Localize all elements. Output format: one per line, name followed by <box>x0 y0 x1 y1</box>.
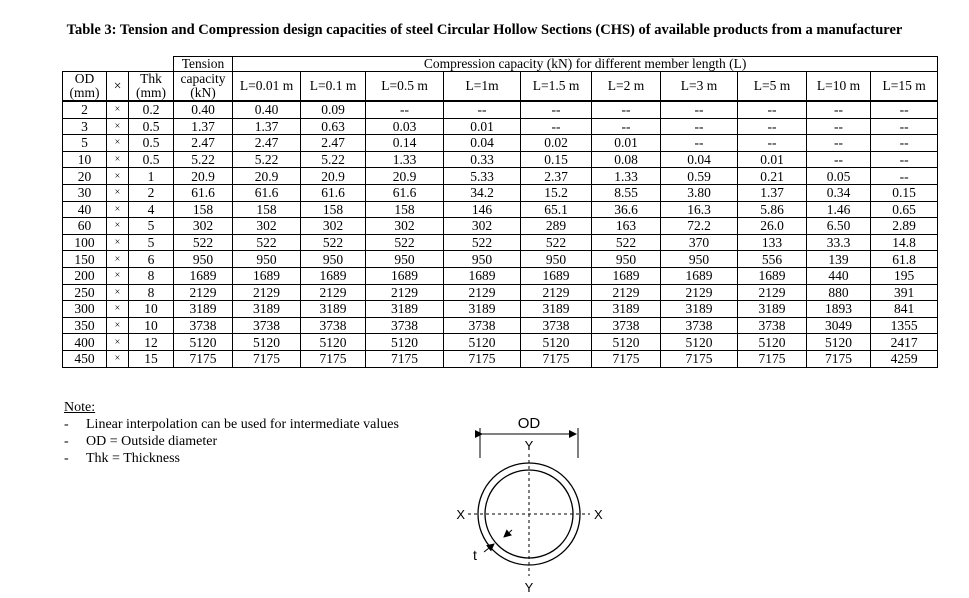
compression-cell: -- <box>661 135 738 152</box>
compression-cell: 2129 <box>301 284 366 301</box>
od-cell: 200 <box>63 267 107 284</box>
od-cell: 100 <box>63 234 107 251</box>
header-compression: Compression capacity (kN) for different member length (L) <box>233 57 938 72</box>
compression-cell: 1689 <box>521 267 592 284</box>
compression-cell: 2.89 <box>871 218 938 235</box>
compression-cell: 61.8 <box>871 251 938 268</box>
times-cell: × <box>107 151 129 168</box>
times-cell: × <box>107 301 129 318</box>
compression-cell: 841 <box>871 301 938 318</box>
compression-cell: 3189 <box>444 301 521 318</box>
thickness-arrow-inner <box>504 530 512 537</box>
compression-cell: 391 <box>871 284 938 301</box>
compression-cell: 14.8 <box>871 234 938 251</box>
od-cell: 250 <box>63 284 107 301</box>
compression-cell: 950 <box>661 251 738 268</box>
compression-cell: -- <box>592 118 661 135</box>
compression-cell: 5120 <box>366 334 444 351</box>
compression-cell: 3.80 <box>661 184 738 201</box>
compression-cell: 3738 <box>366 317 444 334</box>
times-cell: × <box>107 267 129 284</box>
compression-cell: 950 <box>233 251 301 268</box>
times-cell: × <box>107 201 129 218</box>
compression-cell: 163 <box>592 218 661 235</box>
compression-cell: 0.15 <box>521 151 592 168</box>
compression-cell: -- <box>807 151 871 168</box>
tension-cell: 61.6 <box>174 184 233 201</box>
compression-cell: 1689 <box>301 267 366 284</box>
thickness-label: t <box>473 547 477 563</box>
compression-cell: -- <box>871 101 938 118</box>
header-thk: Thk (mm) <box>129 72 174 102</box>
compression-cell: 65.1 <box>521 201 592 218</box>
thk-cell: 4 <box>129 201 174 218</box>
compression-cell: 16.3 <box>661 201 738 218</box>
compression-cell: -- <box>661 101 738 118</box>
header-length: L=0.5 m <box>366 72 444 102</box>
compression-cell: 5.86 <box>738 201 807 218</box>
thk-cell: 8 <box>129 267 174 284</box>
compression-cell: 15.2 <box>521 184 592 201</box>
tension-cell: 2.47 <box>174 135 233 152</box>
compression-cell: 133 <box>738 234 807 251</box>
compression-cell: 2129 <box>738 284 807 301</box>
compression-cell: 33.3 <box>807 234 871 251</box>
compression-cell: -- <box>521 118 592 135</box>
thk-cell: 15 <box>129 350 174 367</box>
header-length: L=5 m <box>738 72 807 102</box>
compression-cell: 1689 <box>444 267 521 284</box>
compression-cell: 1355 <box>871 317 938 334</box>
header-tension-capacity: capacity (kN) <box>174 72 233 102</box>
tension-cell: 7175 <box>174 350 233 367</box>
compression-cell: 522 <box>301 234 366 251</box>
tension-cell: 0.40 <box>174 101 233 118</box>
od-cell: 30 <box>63 184 107 201</box>
compression-cell: 3189 <box>661 301 738 318</box>
note-item: - Linear interpolation can be used for intermediate values <box>64 416 399 433</box>
compression-cell: -- <box>592 101 661 118</box>
compression-cell: 302 <box>444 218 521 235</box>
compression-cell: 522 <box>233 234 301 251</box>
compression-cell: 61.6 <box>366 184 444 201</box>
compression-cell: 3189 <box>366 301 444 318</box>
x-axis-label-right: X <box>594 507 603 522</box>
compression-cell: -- <box>738 101 807 118</box>
compression-cell: -- <box>521 101 592 118</box>
compression-cell: 20.9 <box>366 168 444 185</box>
compression-cell: -- <box>871 135 938 152</box>
header-blank <box>63 57 174 72</box>
compression-cell: 3738 <box>521 317 592 334</box>
compression-cell: 158 <box>366 201 444 218</box>
compression-cell: -- <box>444 101 521 118</box>
compression-cell: 522 <box>444 234 521 251</box>
times-cell: × <box>107 334 129 351</box>
compression-cell: 1689 <box>738 267 807 284</box>
compression-cell: 7175 <box>233 350 301 367</box>
times-cell: × <box>107 184 129 201</box>
od-cell: 450 <box>63 350 107 367</box>
compression-cell: 7175 <box>592 350 661 367</box>
thk-cell: 2 <box>129 184 174 201</box>
compression-cell: 1.37 <box>738 184 807 201</box>
thk-cell: 12 <box>129 334 174 351</box>
compression-cell: 522 <box>366 234 444 251</box>
compression-cell: 72.2 <box>661 218 738 235</box>
compression-cell: 3738 <box>301 317 366 334</box>
times-cell: × <box>107 135 129 152</box>
compression-cell: 20.9 <box>233 168 301 185</box>
compression-cell: -- <box>661 118 738 135</box>
times-cell: × <box>107 317 129 334</box>
times-cell: × <box>107 101 129 118</box>
compression-cell: 7175 <box>807 350 871 367</box>
compression-cell: 1.33 <box>366 151 444 168</box>
od-cell: 10 <box>63 151 107 168</box>
note-item: - OD = Outside diameter <box>64 433 399 450</box>
table-row <box>63 301 938 318</box>
tension-cell: 3189 <box>174 301 233 318</box>
tension-cell: 2129 <box>174 284 233 301</box>
compression-cell: 5.33 <box>444 168 521 185</box>
times-cell: × <box>107 251 129 268</box>
compression-cell: 7175 <box>301 350 366 367</box>
compression-cell: 0.15 <box>871 184 938 201</box>
compression-cell: 0.34 <box>807 184 871 201</box>
compression-cell: 0.01 <box>444 118 521 135</box>
compression-cell: 139 <box>807 251 871 268</box>
compression-cell: 3738 <box>661 317 738 334</box>
thk-cell: 8 <box>129 284 174 301</box>
note-item: - Thk = Thickness <box>64 450 399 467</box>
od-cell: 400 <box>63 334 107 351</box>
compression-cell: 2129 <box>592 284 661 301</box>
times-cell: × <box>107 118 129 135</box>
compression-cell: 0.63 <box>301 118 366 135</box>
compression-cell: 1.46 <box>807 201 871 218</box>
table-row <box>63 267 938 284</box>
compression-cell: 0.40 <box>233 101 301 118</box>
compression-cell: 0.65 <box>871 201 938 218</box>
header-length: L=3 m <box>661 72 738 102</box>
compression-cell: -- <box>871 151 938 168</box>
table-row <box>63 184 938 201</box>
od-cell: 2 <box>63 101 107 118</box>
compression-cell: 3738 <box>444 317 521 334</box>
compression-cell: 4259 <box>871 350 938 367</box>
compression-cell: 0.03 <box>366 118 444 135</box>
compression-cell: 3189 <box>738 301 807 318</box>
table-row <box>63 118 938 135</box>
times-cell: × <box>107 284 129 301</box>
notes-title: Note: <box>64 400 96 415</box>
compression-cell: 950 <box>444 251 521 268</box>
compression-cell: 5120 <box>738 334 807 351</box>
compression-cell: 61.6 <box>233 184 301 201</box>
table-row <box>63 284 938 301</box>
compression-cell: 0.21 <box>738 168 807 185</box>
header-od: OD (mm) <box>63 72 107 102</box>
compression-cell: 3189 <box>521 301 592 318</box>
compression-cell: 880 <box>807 284 871 301</box>
table-row <box>63 168 938 185</box>
thk-cell: 0.5 <box>129 135 174 152</box>
thk-cell: 0.5 <box>129 151 174 168</box>
tension-cell: 3738 <box>174 317 233 334</box>
compression-cell: 302 <box>301 218 366 235</box>
thk-cell: 5 <box>129 218 174 235</box>
compression-cell: -- <box>807 101 871 118</box>
chs-section-diagram <box>450 410 630 596</box>
tension-cell: 5.22 <box>174 151 233 168</box>
times-cell: × <box>107 218 129 235</box>
table-row <box>63 101 938 118</box>
compression-cell: 36.6 <box>592 201 661 218</box>
compression-cell: 0.14 <box>366 135 444 152</box>
table-row <box>63 201 938 218</box>
header-length: L=1m <box>444 72 521 102</box>
compression-cell: 146 <box>444 201 521 218</box>
compression-cell: 522 <box>521 234 592 251</box>
compression-cell: 34.2 <box>444 184 521 201</box>
table-row <box>63 317 938 334</box>
capacity-table <box>62 56 938 368</box>
times-cell: × <box>107 234 129 251</box>
compression-cell: 26.0 <box>738 218 807 235</box>
tension-cell: 1689 <box>174 267 233 284</box>
compression-cell: 3189 <box>233 301 301 318</box>
compression-cell: 2.47 <box>233 135 301 152</box>
y-axis-label-top: Y <box>524 438 534 453</box>
y-axis-label-bottom: Y <box>524 580 534 595</box>
compression-cell: 950 <box>366 251 444 268</box>
compression-cell: 8.55 <box>592 184 661 201</box>
compression-cell: 0.09 <box>301 101 366 118</box>
compression-cell: 1689 <box>661 267 738 284</box>
compression-cell: 3049 <box>807 317 871 334</box>
header-length: L=2 m <box>592 72 661 102</box>
tension-cell: 950 <box>174 251 233 268</box>
compression-cell: 950 <box>521 251 592 268</box>
compression-cell: 440 <box>807 267 871 284</box>
compression-cell: 5120 <box>807 334 871 351</box>
thk-cell: 10 <box>129 301 174 318</box>
od-cell: 20 <box>63 168 107 185</box>
thk-cell: 0.5 <box>129 118 174 135</box>
compression-cell: 7175 <box>521 350 592 367</box>
tension-cell: 302 <box>174 218 233 235</box>
compression-cell: 0.04 <box>444 135 521 152</box>
compression-cell: 7175 <box>366 350 444 367</box>
table-row <box>63 135 938 152</box>
compression-cell: 2129 <box>661 284 738 301</box>
notes <box>64 399 399 467</box>
compression-cell: 2129 <box>366 284 444 301</box>
compression-cell: 0.01 <box>738 151 807 168</box>
table-row <box>63 234 938 251</box>
compression-cell: 0.05 <box>807 168 871 185</box>
compression-cell: 1689 <box>366 267 444 284</box>
compression-cell: 158 <box>301 201 366 218</box>
compression-cell: -- <box>871 118 938 135</box>
compression-cell: 5.22 <box>233 151 301 168</box>
compression-cell: 2129 <box>521 284 592 301</box>
header-tension: Tension <box>174 57 233 72</box>
compression-cell: 1689 <box>233 267 301 284</box>
table-body <box>63 101 938 367</box>
od-label: OD <box>517 415 541 432</box>
compression-cell: 2417 <box>871 334 938 351</box>
tension-cell: 20.9 <box>174 168 233 185</box>
compression-cell: 0.02 <box>521 135 592 152</box>
header-length: L=1.5 m <box>521 72 592 102</box>
compression-cell: 370 <box>661 234 738 251</box>
od-cell: 300 <box>63 301 107 318</box>
times-cell: × <box>107 168 129 185</box>
compression-cell: 7175 <box>661 350 738 367</box>
compression-cell: 522 <box>592 234 661 251</box>
header-times: × <box>107 72 129 102</box>
table-row <box>63 218 938 235</box>
compression-cell: 556 <box>738 251 807 268</box>
compression-cell: 158 <box>233 201 301 218</box>
compression-cell: -- <box>807 118 871 135</box>
compression-cell: 7175 <box>444 350 521 367</box>
compression-cell: 3189 <box>301 301 366 318</box>
compression-cell: 3738 <box>592 317 661 334</box>
compression-cell: 302 <box>366 218 444 235</box>
header-length: L=0.1 m <box>301 72 366 102</box>
compression-cell: 0.33 <box>444 151 521 168</box>
notes-list <box>64 416 399 467</box>
compression-cell: 289 <box>521 218 592 235</box>
od-cell: 150 <box>63 251 107 268</box>
compression-cell: 2.37 <box>521 168 592 185</box>
header-length: L=10 m <box>807 72 871 102</box>
thk-cell: 5 <box>129 234 174 251</box>
tension-cell: 522 <box>174 234 233 251</box>
compression-cell: -- <box>807 135 871 152</box>
table-row <box>63 334 938 351</box>
compression-cell: 2.47 <box>301 135 366 152</box>
compression-cell: 5120 <box>233 334 301 351</box>
compression-cell: 0.08 <box>592 151 661 168</box>
compression-cell: 5120 <box>661 334 738 351</box>
compression-cell: 950 <box>301 251 366 268</box>
table-row <box>63 350 938 367</box>
compression-cell: 5120 <box>301 334 366 351</box>
od-cell: 3 <box>63 118 107 135</box>
thk-cell: 10 <box>129 317 174 334</box>
times-cell: × <box>107 350 129 367</box>
compression-cell: 195 <box>871 267 938 284</box>
compression-cell: -- <box>738 135 807 152</box>
compression-cell: 2129 <box>233 284 301 301</box>
thk-cell: 1 <box>129 168 174 185</box>
compression-cell: 7175 <box>738 350 807 367</box>
header-length: L=15 m <box>871 72 938 102</box>
header-length: L=0.01 m <box>233 72 301 102</box>
compression-cell: -- <box>366 101 444 118</box>
thk-cell: 0.2 <box>129 101 174 118</box>
compression-cell: 2129 <box>444 284 521 301</box>
compression-cell: 5120 <box>444 334 521 351</box>
compression-cell: 1.37 <box>233 118 301 135</box>
compression-cell: 3738 <box>738 317 807 334</box>
tension-cell: 1.37 <box>174 118 233 135</box>
od-cell: 40 <box>63 201 107 218</box>
compression-cell: 3738 <box>233 317 301 334</box>
thk-cell: 6 <box>129 251 174 268</box>
table-row <box>63 151 938 168</box>
compression-cell: -- <box>738 118 807 135</box>
compression-cell: 0.04 <box>661 151 738 168</box>
compression-cell: -- <box>871 168 938 185</box>
compression-cell: 5120 <box>592 334 661 351</box>
compression-cell: 5.22 <box>301 151 366 168</box>
od-cell: 350 <box>63 317 107 334</box>
compression-cell: 302 <box>233 218 301 235</box>
compression-cell: 0.59 <box>661 168 738 185</box>
tension-cell: 158 <box>174 201 233 218</box>
x-axis-label-left: X <box>456 507 465 522</box>
od-cell: 60 <box>63 218 107 235</box>
compression-cell: 61.6 <box>301 184 366 201</box>
compression-cell: 6.50 <box>807 218 871 235</box>
compression-cell: 0.01 <box>592 135 661 152</box>
table-caption: Table 3: Tension and Compression design capacities of steel Circular Hollow Sections (CHS) of available products from a manufacturer <box>66 22 903 38</box>
compression-cell: 3189 <box>592 301 661 318</box>
compression-cell: 1893 <box>807 301 871 318</box>
compression-cell: 1.33 <box>592 168 661 185</box>
tension-cell: 5120 <box>174 334 233 351</box>
table-row <box>63 251 938 268</box>
compression-cell: 1689 <box>592 267 661 284</box>
compression-cell: 950 <box>592 251 661 268</box>
od-cell: 5 <box>63 135 107 152</box>
compression-cell: 5120 <box>521 334 592 351</box>
compression-cell: 20.9 <box>301 168 366 185</box>
